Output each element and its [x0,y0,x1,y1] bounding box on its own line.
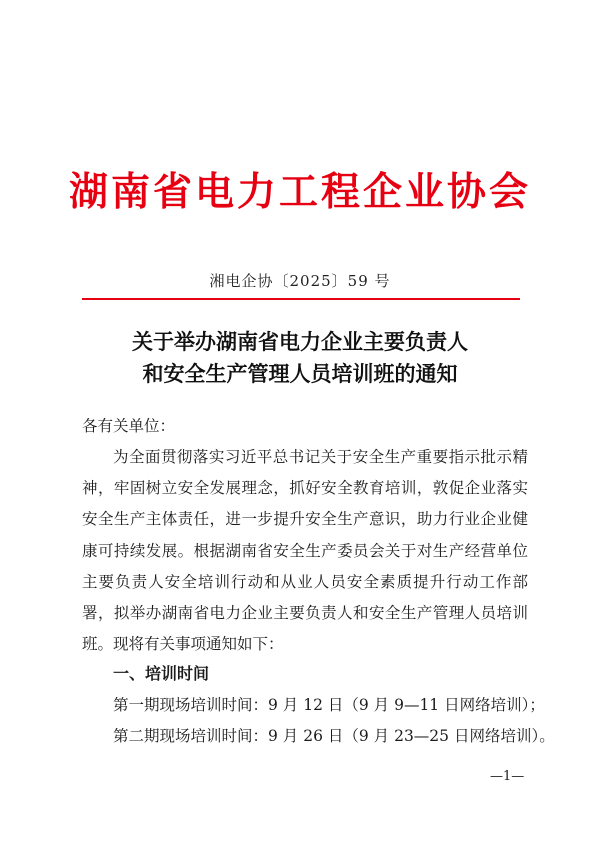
section-heading-training-time: 一、培训时间 [113,664,210,683]
training-session-2: 第二期现场培训时间：9 月 26 日（9 月 23—25 日网络培训）。 [113,727,555,745]
training-session-1: 第一期现场培训时间：9 月 12 日（9 月 9—11 日网络培训）； [113,696,545,714]
intro-paragraph: 为全面贯彻落实习近平总书记关于安全生产重要指示批示精神，牢固树立安全发展理念，抓好安全教育培训，敦促企业落实安全生产主体责任，进一步提升安全生产意识，助力行业企业健康可持续发展。根据湖南省安全生产委员会关于对生产经营单位主要负责人安全培训行动和从业人员安全素质提升行动工作部署，拟举办湖南省电力企业主要负责人和安全生产管理人员培训班。现将有关事项通知如下： [82,448,528,654]
salutation: 各有关单位： [82,417,176,435]
red-divider-line [82,298,520,300]
document-title-line-2: 和安全生产管理人员培训班的通知 [142,361,458,386]
document-title-line-1: 关于举办湖南省电力企业主要负责人 [132,329,468,354]
organization-title: 湖南省电力工程企业协会 [68,169,531,215]
document-number: 湘电企协〔2025〕59 号 [209,272,391,290]
page-number: —1— [490,769,525,784]
document-title [0,326,600,390]
